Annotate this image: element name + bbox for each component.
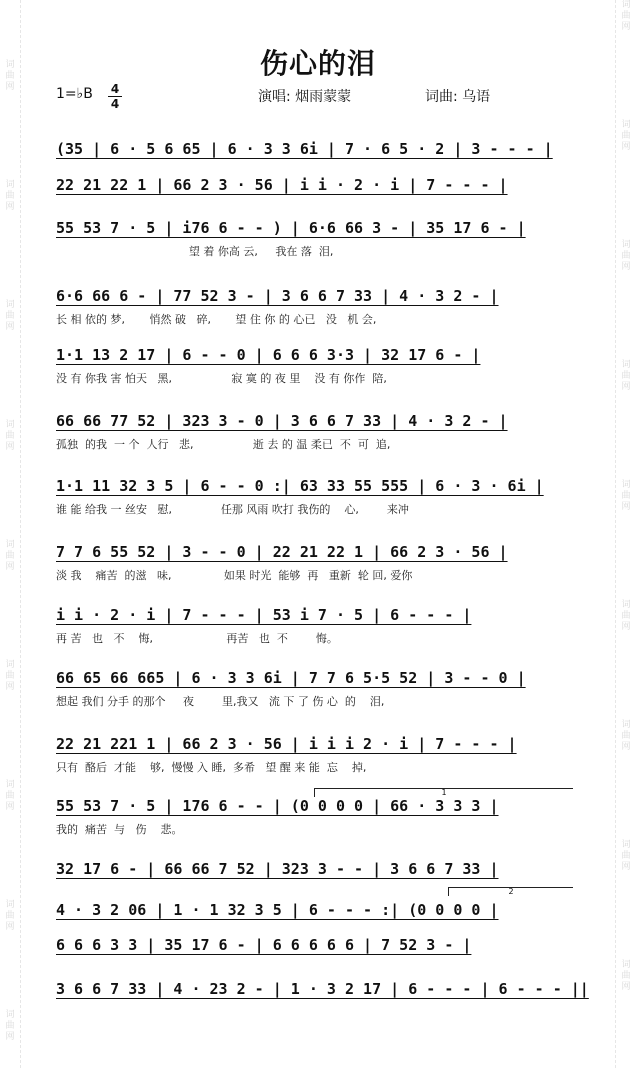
time-signature-bottom: 4 xyxy=(110,97,120,111)
notation-line: 32 17 6 - | 66 66 7 52 | 323 3 - - | 3 6 6 7 33 | xyxy=(56,860,499,878)
time-signature-top: 4 xyxy=(110,82,120,96)
score-row xyxy=(56,176,574,200)
score-row xyxy=(56,735,574,775)
key-signature: 1=♭B xyxy=(56,86,93,102)
notation-line: 1·1 13 2 17 | 6 - - 0 | 6 6 6 3·3 | 32 17 6 - | xyxy=(56,346,481,364)
score-row xyxy=(56,936,574,960)
watermark-text: 词曲网 xyxy=(5,660,15,692)
right-watermark-strip xyxy=(615,0,636,1068)
watermark-text: 词曲网 xyxy=(621,360,631,392)
lyrics-line: 再 苦 也 不 悔, 再苦 也 不 悔。 xyxy=(56,632,338,645)
notation-line: 6 6 6 3 3 | 35 17 6 - | 6 6 6 6 6 | 7 52 3 - | xyxy=(56,936,472,954)
watermark-text: 词曲网 xyxy=(621,600,631,632)
left-watermark-strip xyxy=(0,0,21,1068)
notation-line: 3 6 6 7 33 | 4 · 23 2 - | 1 · 3 2 17 | 6 - - - | 6 - - - || xyxy=(56,980,589,998)
song-title: 伤心的泪 xyxy=(259,47,376,80)
watermark-text: 词曲网 xyxy=(621,840,631,872)
watermark-text: 词曲网 xyxy=(5,300,15,332)
notation-line: 55 53 7 · 5 | 176 6 - - | (0 0 0 0 | 66 · 3 3 3 | xyxy=(56,797,499,815)
lyricist-composer-credit: 词曲: 乌语 xyxy=(425,89,491,105)
score-row xyxy=(56,980,589,1004)
watermark-text: 词曲网 xyxy=(621,720,631,752)
watermark-text: 词曲网 xyxy=(5,900,15,932)
notation-line: 4 · 3 2 06 | 1 · 1 32 3 5 | 6 - - - :| (0 0 0 0 | xyxy=(56,901,499,919)
score-row xyxy=(56,140,574,164)
notation-line: 55 53 7 · 5 | i76 6 - - ) | 6·6 66 3 - | 35 17 6 - | xyxy=(56,219,526,237)
score-row xyxy=(56,287,574,327)
watermark-text: 词曲网 xyxy=(5,60,15,92)
watermark-text: 词曲网 xyxy=(621,0,631,32)
watermark-text: 词曲网 xyxy=(621,120,631,152)
score-row xyxy=(56,901,574,925)
score-row xyxy=(56,669,574,709)
score-row xyxy=(56,797,574,837)
lyrics-line: 想起 我们 分手 的那个 夜 里,我又 流 下 了 伤 心 的 泪, xyxy=(56,695,385,708)
score-row xyxy=(56,543,574,583)
volta-bracket-second-ending xyxy=(448,887,573,896)
score-row xyxy=(56,606,574,646)
volta-number: 2 xyxy=(508,887,514,896)
watermark-text: 词曲网 xyxy=(5,420,15,452)
time-signature xyxy=(108,83,122,110)
watermark-text: 词曲网 xyxy=(5,780,15,812)
watermark-text: 词曲网 xyxy=(621,960,631,992)
notation-line: 7 7 6 55 52 | 3 - - 0 | 22 21 22 1 | 66 2 3 · 56 | xyxy=(56,543,508,561)
score-row xyxy=(56,219,574,259)
watermark-text: 词曲网 xyxy=(5,180,15,212)
watermark-text: 词曲网 xyxy=(621,240,631,272)
notation-line: 1·1 11 32 3 5 | 6 - - 0 :| 63 33 55 555 | 6 · 3 · 6i | xyxy=(56,477,544,495)
score-row xyxy=(56,412,574,452)
watermark-text: 词曲网 xyxy=(621,480,631,512)
lyrics-line: 只有 酪后 才能 够, 慢慢 入 睡, 多希 望 醒 来 能 忘 掉, xyxy=(56,761,367,774)
lyrics-line: 望 着 你高 云, 我在 落 泪, xyxy=(56,245,334,258)
watermark-text: 词曲网 xyxy=(5,1010,15,1042)
lyrics-line: 长 相 依的 梦, 悄然 破 碎, 望 住 你 的 心已 没 机 会, xyxy=(56,313,377,326)
volta-number: 1 xyxy=(441,788,447,797)
score-row xyxy=(56,860,574,884)
lyrics-line: 孤独 的我 一 个 人行 悲, 逝 去 的 温 柔已 不 可 追, xyxy=(56,438,391,451)
notation-line: i i · 2 · i | 7 - - - | 53 i 7 · 5 | 6 - - - | xyxy=(56,606,472,624)
lyrics-line: 谁 能 给我 一 丝安 慰, 任那 风雨 吹打 我伤的 心, 来冲 xyxy=(56,503,409,516)
lyrics-line: 我的 痛苦 与 伤 悲。 xyxy=(56,823,183,836)
notation-line: 6·6 66 6 - | 77 52 3 - | 3 6 6 7 33 | 4 · 3 2 - | xyxy=(56,287,499,305)
notation-line: (35 | 6 · 5 6 65 | 6 · 3 3 6i | 7 · 6 5 · 2 | 3 - - - | xyxy=(56,140,553,158)
notation-line: 22 21 221 1 | 66 2 3 · 56 | i i i 2 · i | 7 - - - | xyxy=(56,735,517,753)
notation-line: 66 66 77 52 | 323 3 - 0 | 3 6 6 7 33 | 4 · 3 2 - | xyxy=(56,412,508,430)
score-row xyxy=(56,477,574,517)
singer-credit: 演唱: 烟雨蒙蒙 xyxy=(258,89,352,105)
score-row xyxy=(56,346,574,386)
lyrics-line: 淡 我 痛苦 的滋 味, 如果 时光 能够 再 重新 轮 回, 爱你 xyxy=(56,569,413,582)
volta-bracket-first-ending xyxy=(314,788,573,797)
lyrics-line: 没 有 你我 害 怕天 黑, 寂 寞 的 夜 里 没 有 你作 陪, xyxy=(56,372,387,385)
notation-line: 66 65 66 665 | 6 · 3 3 6i | 7 7 6 5·5 52 | 3 - - 0 | xyxy=(56,669,526,687)
watermark-text: 词曲网 xyxy=(5,540,15,572)
notation-line: 22 21 22 1 | 66 2 3 · 56 | i i · 2 · i | 7 - - - | xyxy=(56,176,508,194)
